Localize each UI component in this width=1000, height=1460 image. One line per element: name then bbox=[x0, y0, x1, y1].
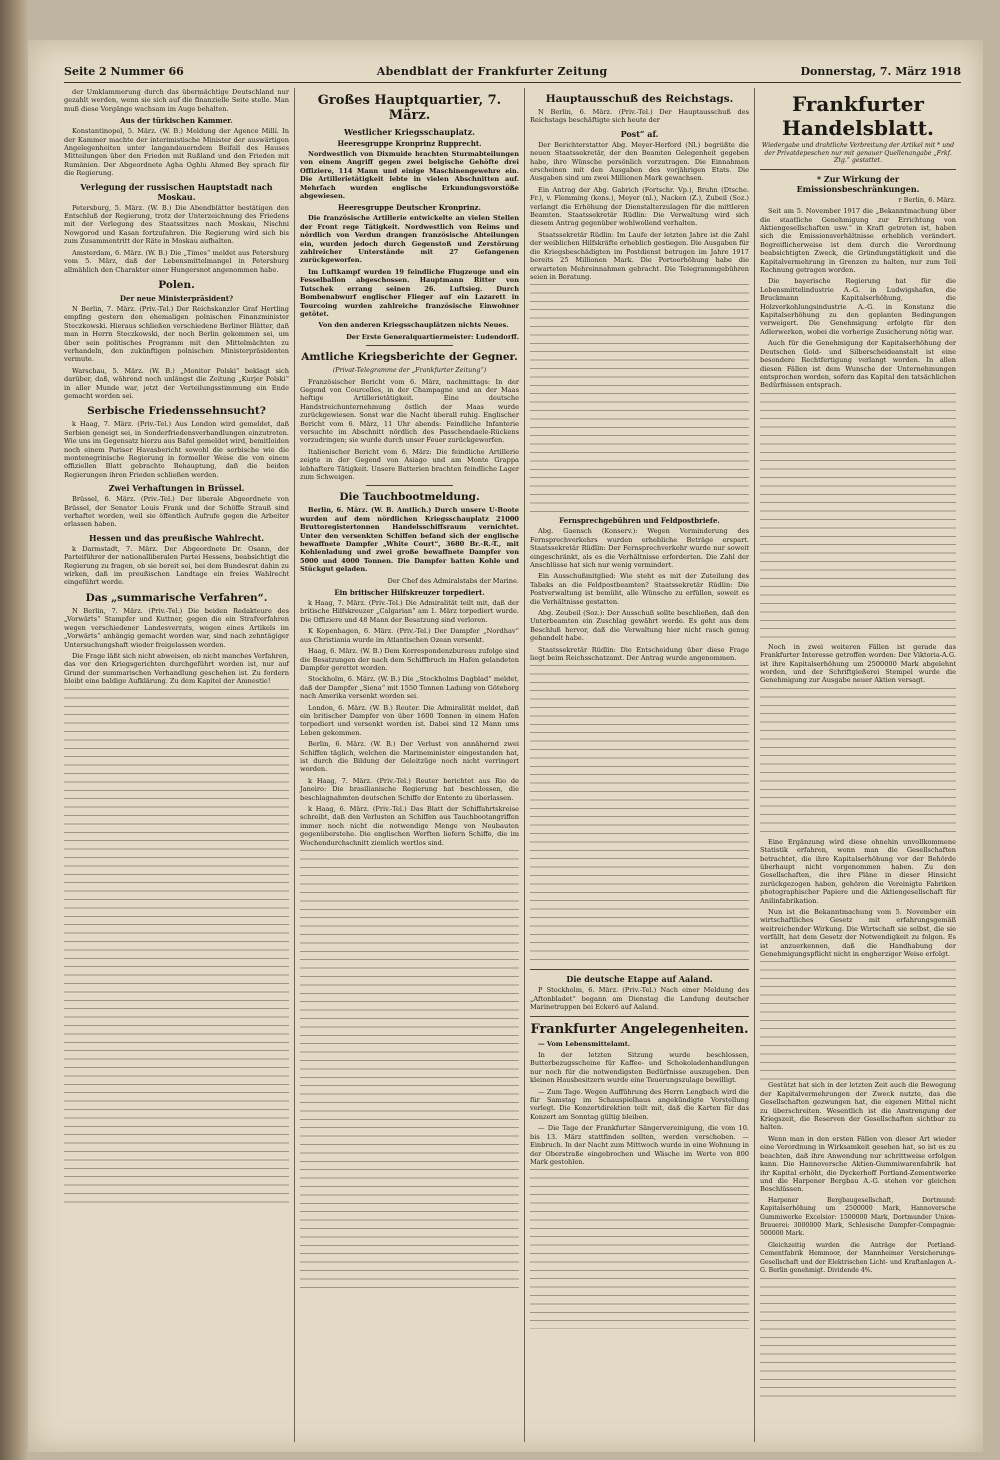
article-body: Staatssekretär Rüdlin: Im Laufe der letzten Jahre ist die Zahl der weiblichen Hilfskräfte erheblich gestiegen. Die Ausgaben für die Kriegsbeschädigten im Postdienst betrugen im Jahre 1917 bereits 25 Millionen Mark. Die Portoerhöhung habe die erwarteten Mehreinnahmen gebracht. Die Telegrammgebühren seien in Beratung. bbox=[530, 230, 749, 281]
text-lines-filler bbox=[760, 393, 956, 643]
article-body: Berlin, 6. März. (W. B.) Der Verlust von annähernd zwei Schiffen täglich, welchen die Marineminister eingestanden hat, ist durch die Bildung der Geleitzüge noch nicht verringert worden. bbox=[300, 740, 519, 774]
article-body: Die bayerische Regierung hat für die Lebensmittelindustrie A.-G. in Ludwigshafen, die Bruckmann Kapitalserhöhung, die Holzverkohlungsindustrie A.-G. in Konstanz die Kapitalserhöhung zu den geplanten Bedingungen verweigert. Die Genehmigung erfolgte für den Adlerwerken, wobei die vorherige Zusicherung nötig war. bbox=[760, 277, 956, 336]
headline-tauchbootmeldung: Die Tauchbootmeldung. bbox=[339, 491, 480, 504]
article-body: Stockholm, 6. März. (W. B.) Die „Stockholms Dagblad“ meldet, daß der Dampfer „Siena“ mit 1550 Tonnen Ladung von Göteborg nach Amerika versenkt worden sei. bbox=[300, 675, 519, 701]
text-lines-filler bbox=[530, 1169, 749, 1329]
text-lines-filler bbox=[760, 1278, 956, 1398]
article-body: Berlin, 6. März. (W. B. Amtlich.) Durch unsere U-Boote wurden auf dem nördlichen Kriegsschauplatz 21000 Bruttoregistertonnen Handelsschiffsraum vernichtet. Unter den versenkten Schiffen befand sich der englische bewaffnete Dampfer „White Court“, 3680 Br.-R.-T., mit Kohlenladung und zwei große bewaffnete Dampfer von 5000 und 4000 Tonnen. Die Dampfer hatten Kohle und Stückgut geladen. bbox=[300, 506, 519, 574]
headline-moskau: Verlegung der russischen Hauptstadt nach Moskau. bbox=[80, 181, 273, 202]
article-body: Harpener Bergbaugesellschaft, Dortmund: Kapitalserhöhung um 2500000 Mark, Hannoversche Gummiwerke Excelsior: 1500000 Mark, Dortmunder Union-Brauerei: 3000000 Mark, Schlesische Dampfer-Compagnie: 500000 Mark. bbox=[760, 1196, 956, 1238]
article-body: Ein Ausschußmitglied: Wie steht es mit der Zuteilung des Tabaks an die Feldpostbeamten? Staatssekretär Rüdlin: Die Postverwaltung ist bemüht, alle Wünsche zu erfüllen, soweit es die Verhältnisse gestatten. bbox=[530, 572, 749, 606]
headline-hauptausschuss: Hauptausschuß des Reichstags. bbox=[545, 93, 734, 105]
article-body: — Die Tage der Frankfurter Sängervereinigung, die vom 10. bis 13. März stattfinden sollten, werden verschoben. — Einbruch. In der Nacht zum Mittwoch wurde in eine Wohnung in der Oberstraße eingebrochen und Wäsche im Werte von 800 Mark gestohlen. bbox=[530, 1124, 749, 1166]
article-body: Eine Ergänzung wird diese ohnehin unvollkommene Statistik erfahren, wenn man die Gesellschaften betrachtet, die ihre Kapitalserhöhung vor der Behörde überhaupt nicht vorgenommen haben. Zu den Gesellschaften, die ihre Pläne in dieser Hinsicht zurückgezogen haben, gehören die Vereinigte Fabriken photographischer Papiere und die Aktiengesellschaft für Anilinfabrikation. bbox=[760, 837, 956, 905]
headline-westlicher-kriegsschauplatz: Westlicher Kriegsschauplatz. bbox=[344, 127, 475, 137]
headline-hessen: Hessen und das preußische Wahlrecht. bbox=[88, 532, 265, 543]
book-binding bbox=[0, 0, 28, 1460]
article-body: Wenn man in den ersten Fällen von dieser Art wieder eine Verordnung in Wirksamkeit gesehen hat, so ist es zu beachten, daß ihre Anwendung nur schrittweise erfolgen kann. Die Hannoversche Aktien-Gummiwarenfabrik hat ihr Kapital erhöht, die Dyckerhoff Portland-Zementwerke und die Harpener Bergbau A.-G. stehen vor gleichen Beschlüssen. bbox=[760, 1134, 956, 1194]
newspaper-page bbox=[28, 40, 983, 1452]
article-body: Seit am 5. November 1917 die „Bekanntmachung über die staatliche Genehmigung zur Errichtung von Aktiengesellschaften usw.“ in Kraft getreten ist, haben sich die Emissionsverhältnisse erheblich verändert. Begreiflicherweise ist dem durch die Verordnung beabsichtigten Zweck, die Gründungstätigkeit und die Kapitalvermehrung in Grenzen zu halten, nur zum Teil Rechnung getragen worden. bbox=[760, 207, 956, 275]
text-lines-filler bbox=[760, 961, 956, 1081]
headline-frankfurter-angelegenheiten: Frankfurter Angelegenheiten. bbox=[530, 1021, 749, 1037]
article-body: k Haag, 7. März. (Priv.-Tel.) Reuter berichtet aus Rio de Janeiro: Die brasilianische Regierung hat beschlossen, die beschlagnahmten deutschen Schiffe der Entente zu überlassen. bbox=[300, 776, 519, 802]
article-body: Die französische Artillerie entwickelte an vielen Stellen der Front rege Tätigkeit. Nordwestlich von Reims und nördlich von Verdun drangen französische Abteilungen ein, wurden jedoch durch Gegenstoß und Zerstörung zahlreicher Unterstände mit 27 Gefangenen zurückgeworfen. bbox=[300, 214, 519, 265]
article-body: Konstantinopel, 5. März. (W. B.) Meldung der Agence Millí. In der Kammer machte der interimistische Minister der auswärtigen Angelegenheiten unter langandauerndem Beifall des Hauses Mitteilungen über den Frieden mit Rußland und den Frieden mit Rumänien. Der Abgeordnete Agha Oghlu Ahmed Bey sprach für die Regierung. bbox=[64, 127, 289, 178]
headline-tuerkische-kammer: Aus der türkischen Kammer. bbox=[120, 116, 233, 126]
article-body: Warschau, 5. März. (W. B.) „Monitor Polski“ beklagt sich darüber, daß, während noch unlängst die Zeitung „Kurjer Polski“ in aller Munde war, jetzt der Verteilungsstimmung ein Ende gemacht worden sei. bbox=[64, 366, 289, 400]
newspaper-title: Abendblatt der Frankfurter Zeitung bbox=[376, 64, 608, 78]
article-body: Brüssel, 6. März. (Priv.-Tel.) Der liberale Abgeordnete von Brüssel, der Senator Louis Frank und der Schöffe Strauß sind verhaftet worden, weil sie öffentlich Aufrufe gegen die Arbeiter erlassen haben. bbox=[64, 495, 289, 529]
subheadline-ministerpraesident: Der neue Ministerpräsident? bbox=[119, 293, 234, 303]
masthead-note: Wiedergabe und drahtliche Verbreitung der Artikel mit * und der Privatdepeschen nur mit genauer Quellenangabe „Frkf. Ztg.“ gestattet. bbox=[761, 142, 955, 165]
article-body: Gestützt hat sich in der letzten Zeit auch die Bewegung der Kapitalvermehrungen der Zweck nutzte, das die Gesellschaften gezwungen hat, die eigenen Mittel nicht zu überschreiten. Wesentlich ist die Anstrengung der Kriegszeit, die Reserven der Gesellschaften sichtbar zu halten. bbox=[760, 1081, 956, 1132]
headline-hilfskreuzer: Ein britischer Hilfskreuzer torpediert. bbox=[334, 588, 485, 598]
article-body: Auch für die Genehmigung der Kapitalserhöhung der Deutschen Gold- und Silberscheideanstalt ist eine besondere Rechtfertigung verlangt worden. In allen diesen Fällen ist dem Wunsche der Unternehmungen entsprochen worden, sofern das Kapital den tatsächlichen Bedürfnissen entsprach. bbox=[760, 339, 956, 390]
article-body: N Berlin, 7. März. (Priv.-Tel.) Die beiden Redakteure des „Vorwärts“ Stampfer und Kuttner, gegen die ein Strafverfahren wegen verschiedener Landesverrats, wegen eines Artikels im „Vorwärts“ anhängig gemacht worden war, sind nach zehntägiger Untersuchungshaft wieder freigelassen worden. bbox=[64, 606, 289, 649]
article-body: Die Frage läßt sich nicht abweisen, ob nicht manches Verfahren, das vor den Kriegsgerichten durchgeführt worden ist, nur auf Grund der summarischen Verhandlung geschehen ist. Zu fordern bleibt eine baldige Aufklärung. Zu dem Kapitel der Amnestie! bbox=[64, 651, 289, 686]
article-body: Amsterdam, 6. März. (W. B.) Die „Times“ meldet aus Petersburg vom 5. März, daß der Lebensmittelmangel in Petersburg allmählich den Charakter einer Hungersnot angenommen habe. bbox=[64, 248, 289, 274]
signature: Der Chef des Admiralstabs der Marine. bbox=[387, 576, 519, 585]
subtitle: (Privat-Telegramme der „Frankfurter Zeitung“) bbox=[332, 366, 487, 375]
headline-post: Post“ af. bbox=[620, 128, 659, 139]
article-body: Noch in zwei weiteren Fällen ist gerade das Frankfurter Interesse getroffen worden: Der Viktoria-A.G. ist ihre Kapitalserhöhung um 2500000 Mark abgelehnt worden, und der Schriftgießerei Stempel wurde die Genehmigung zur Ausgabe neuer Aktien versagt. bbox=[760, 642, 956, 685]
column-3 bbox=[524, 88, 754, 1442]
article-body: Gleichzeitig wurden die Anträge der Portland-Cementfabrik Hemmoor, der Mannheimer Versicherungs-Gesellschaft und der Elektrischen Licht- und Kraftanlagen A.-G. Berlin genehmigt. Dividende 4%. bbox=[760, 1241, 956, 1274]
article-body: In der letzten Sitzung wurde beschlossen, Butterbezugsscheine für Kaffee- und Schokoladenhandlungen nur noch für die notwendigsten Bedürfnisse auszugeben. Den kleinen Hausbesitzern wurde eine Teuerungszulage bewilligt. bbox=[530, 1051, 749, 1085]
divider bbox=[366, 345, 454, 346]
article-body: Italienischer Bericht vom 6. März: Die feindliche Artillerie zeigte in der Gegend von Asiago und am Monte Grappa lebhaftere Tätigkeit. Unsere Batterien brachten feindliche Lager zum Schweigen. bbox=[300, 447, 519, 481]
divider bbox=[530, 1016, 749, 1017]
headline-verfahren: Das „summarische Verfahren“. bbox=[85, 591, 268, 604]
article-body: Haag, 6. März. (W. B.) Dem Korrespondenzbureau zufolge sind die Besatzungen der nach dem Schiffbruch im Hafen gelandeten Dampfer gerettet worden. bbox=[300, 647, 519, 672]
article-body: N Berlin, 7. März. (Priv.-Tel.) Der Reichskanzler Graf Hertling empfing gestern den ehemaligen polnischen Finanzminister Steczkowski. Hieraus schließen verschiedene Berliner Blätter, daß man in Herrn Steczkowski, der noch Berlin gekommen sei, um über sein politisches Programm mit den Mittelmächten zu verhandeln, den zukünftigen polnischen Ministerpräsidenten vermute. bbox=[64, 304, 289, 364]
article-body: P Stockholm, 6. März. (Priv.-Tel.) Nach einer Meldung des „Aftonbladet“ begann am Dienstag die Landung deutscher Marinetruppen bei Eckerö auf Aaland. bbox=[530, 986, 749, 1012]
signature: Der Erste Generalquartiermeister: Ludendorff. bbox=[346, 332, 519, 341]
article-body: Staatssekretär Rüdlin: Die Entscheidung über diese Frage liegt beim Reichsschatzamt. Der Antrag wurde angenommen. bbox=[530, 645, 749, 662]
section-intro: — Vom Lebensmittelamt. bbox=[538, 1039, 631, 1048]
page-number: Seite 2 Nummer 66 bbox=[64, 64, 184, 78]
divider bbox=[760, 169, 956, 170]
article-body: London, 6. März. (W. B.) Reuter. Die Admiralität meldet, daß ein britischer Dampfer von über 1600 Tonnen in einem Hafen torpediert und versenkt worden ist. Dabei sind 12 Mann ums Leben gekommen. bbox=[300, 703, 519, 737]
column-4 bbox=[754, 88, 961, 1442]
article-body: k Haag, 7. März. (Priv.-Tel.) Aus London wird gemeldet, daß Serbien geneigt sei, in Sonderfriedensverhandlungen einzutreten. Wie uns im Gegensatz hierzu aus Bafel gemeldet wird, bemitleiden noch einem Pariser Havasbericht sowohl die serbische wie die montenegrinische Regierung in formeller Weise die von einem offiziellen Blatt gebrachte Behauptung, daß die beiden Regierungen ihren Frieden schließen werden. bbox=[64, 420, 289, 479]
article-body: Petersburg, 5. März. (W. B.) Die Abendblätter bestätigen den Entschluß der Regierung, trotz der Unterzeichnung des Friedens mit der Verlegung des Staatssitzes nach Moskau, Nischni Nowgorod und Kasan fortzufahren. Die Regierung wird sich bis zum Zusammentritt der Räte in Moskau aufhalten. bbox=[64, 203, 289, 246]
article-body: k Darmstadt, 7. März. Der Abgeordnete Dr. Osann, der Parteiführer der nationalliberalen Partei Hessens, beabsichtigt die Regierung zu fragen, ob sie bereit sei, bei dem Bundesrat dahin zu wirken, daß im preußischen Landtage ein freies Wahlrecht eingeführt werde. bbox=[64, 544, 289, 587]
article-body: Abg. Gaensch (Konserv.): Wegen Verminderung des Fernsprechverkehrs wurden erhebliche Beträge erspart. Staatssekretär Rüdlin: Der Fernsprechverkehr wurde nur soweit eingeschränkt, als es die Verhältnisse erforderten. Die Zahl der Anschlüsse hat sich nur wenig vermindert. bbox=[530, 527, 749, 569]
headline-polen: Polen. bbox=[158, 278, 195, 291]
page-header bbox=[64, 60, 961, 83]
headline-hauptquartier: Großes Hauptquartier, 7. März. bbox=[317, 93, 502, 123]
text-lines-filler bbox=[64, 689, 289, 1209]
headline-serbien: Serbische Friedenssehnsucht? bbox=[87, 405, 266, 418]
article-body: k Haag, 6. März. (Priv.-Tel.) Das Blatt der Schiffahrtskreise schreibt, daß den Verlusten an Schiffen aus Tauchbootangriffen immer noch nicht die notwendige Menge von Neubauten gegenüberstehe. Die englischen Werften liefern Schiffe, die im Wochendurchschnitt ziemlich wertlos sind. bbox=[300, 805, 519, 847]
article-body: K Kopenhagen, 6. März. (Priv.-Tel.) Der Dampfer „Nordhav“ aus Christiania wurde im Atlantischen Ozean versenkt. bbox=[300, 627, 519, 644]
article-body: Ein Antrag der Abg. Gabrich (Fortschr. Vp.), Bruhn (Dtsche. Fr.), v. Flemming (kons.), Meyer (nl.), Nacken (Z.), Zubeil (Soz.) verlangt die Erhöhung der Dienstalterzulagen für die mittleren Beamten. Staatssekretär Rüdlin: Die Verwaltung wird sich diesem Antrag gegenüber wohlwollend verhalten. bbox=[530, 185, 749, 228]
divider bbox=[366, 485, 454, 486]
dateline: r Berlin, 6. März. bbox=[898, 195, 956, 204]
column-2 bbox=[294, 88, 524, 1442]
handelsblatt-masthead: Frankfurter Handelsblatt. bbox=[782, 92, 934, 140]
article-body: — Zum Tage. Wegen Aufführung des Herrn Lengbach wird die für Samstag im Schauspielhaus angekündigte Vorstellung verlegt. Die Konzertdirektion teilt mit, daß die Karten für das Konzert am Sonntag gültig bleiben. bbox=[530, 1087, 749, 1121]
article-body: Französischer Bericht vom 6. März, nachmittags: In der Gegend von Courcelles, in der Champagne und an der Maas heftige Artillerietätigkeit. Eine deutsche Handstreichunternehmung östlich der Maas wurde zurückgewiesen. Sonst war die Nacht überall ruhig. Englischer Bericht vom 6. März, 11 Uhr abends: Feindliche Infanterie versuchte im Abschnitt nördlich des Passchendaele-Rückens vorzudringen; sie wurde durch unser Feuer zurückgeworfen. bbox=[300, 377, 519, 445]
headline-emissionsbeschraenkungen: * Zur Wirkung der Emissionsbeschränkungen. bbox=[796, 173, 920, 194]
column-1 bbox=[64, 88, 294, 1442]
article-body: Nordwestlich von Dixmuide brachten Sturmabteilungen von einem Angriff gegen zwei belgische Gehöfte drei Offiziere, 114 Mann und einige Maschinengewehre ein. Die Artillerietätigkeit lebte in vielen Abschnitten auf. Mehrfach wurden englische Erkundungsvorstöße abgewiesen. bbox=[300, 150, 519, 201]
article-body: Im Luftkampf wurden 19 feindliche Flugzeuge und ein Fesselballon abgeschossen. Hauptmann Ritter von Tutschek errang seinen 26. Luftsieg. Durch Bombenabwurf englischer Flieger auf ein Lazarett in Tourcoing wurden zahlreiche französische Einwohner getötet. bbox=[300, 267, 519, 318]
intro-paragraph: der Umklammerung durch das übermächtige Deutschland nur gezahlt werden, wenn sie sich auf die finanzielle Seite stelle. Man muß diese Vorgänge wachsam im Auge behalten. bbox=[64, 88, 289, 113]
article-body: Nun ist die Bekanntmachung vom 5. November ein wirtschaftliches Gesetz mit erfahrungsgemäß weitreichender Wirkung. Die Wirtschaft sie selbst, die sie verfällt, hat dem Gesetz der Notwendigkeit zu folgen. Es ist anzuerkennen, daß die Handhabung der Genehmigungspflicht nicht in engherziger Weise erfolgt. bbox=[760, 908, 956, 959]
headline-bruessel: Zwei Verhaftungen in Brüssel. bbox=[108, 483, 245, 494]
issue-date: Donnerstag, 7. März 1918 bbox=[800, 64, 961, 78]
headline-etappe-aaland: Die deutsche Etappe auf Aaland. bbox=[566, 974, 713, 985]
subheadline-rupprecht: Heeresgruppe Kronprinz Rupprecht. bbox=[337, 139, 482, 148]
column-grid bbox=[64, 88, 961, 1442]
divider bbox=[530, 969, 749, 970]
text-lines-filler bbox=[530, 665, 749, 965]
subheadline-kronprinz: Heeresgruppe Deutscher Kronprinz. bbox=[338, 203, 481, 213]
headline-fernsprechgebuehren: Fernsprechgebühren und Feldpostbriefe. bbox=[559, 516, 720, 526]
text-lines-filler bbox=[300, 850, 519, 1290]
text-lines-filler bbox=[530, 284, 749, 514]
article-body: k Haag, 7. März. (Priv.-Tel.) Die Admiralität teilt mit, daß der britische Hilfskreuzer „Calgarian“ am 1. März torpediert wurde. Die Offiziere und 48 Mann der Besatzung sind verloren. bbox=[300, 599, 519, 624]
article-body: Von den anderen Kriegsschauplätzen nichts Neues. bbox=[318, 321, 509, 330]
article-body: N Berlin, 6. März. (Priv.-Tel.) Der Hauptausschuß des Reichstags beschäftigte sich heute der bbox=[530, 108, 749, 125]
article-body: Abg. Zeubeil (Soz.): Der Ausschuß sollte beschließen, daß den Unterbeamten ein Zuschlag gewährt werde. Es geht aus dem Beschluß hervor, daß die Verwaltung hier nicht rasch genug gehandelt habe. bbox=[530, 608, 749, 643]
text-lines-filler bbox=[760, 688, 956, 838]
headline-kriegsberichte-gegner: Amtliche Kriegsberichte der Gegner. bbox=[301, 351, 518, 364]
article-body: Der Berichterstatter Abg. Meyer-Herford (Nl.) begrüßte die neuen Staatssekretär, der den Beamten Gelegenheit gegeben habe, ihre Wünsche persönlich vorzutragen. Die Einnahmen erscheinen mit den Ausgaben des vorjährigen Etats. Die Ausgaben sind um zwei Millionen Mark gewachsen. bbox=[530, 140, 749, 183]
